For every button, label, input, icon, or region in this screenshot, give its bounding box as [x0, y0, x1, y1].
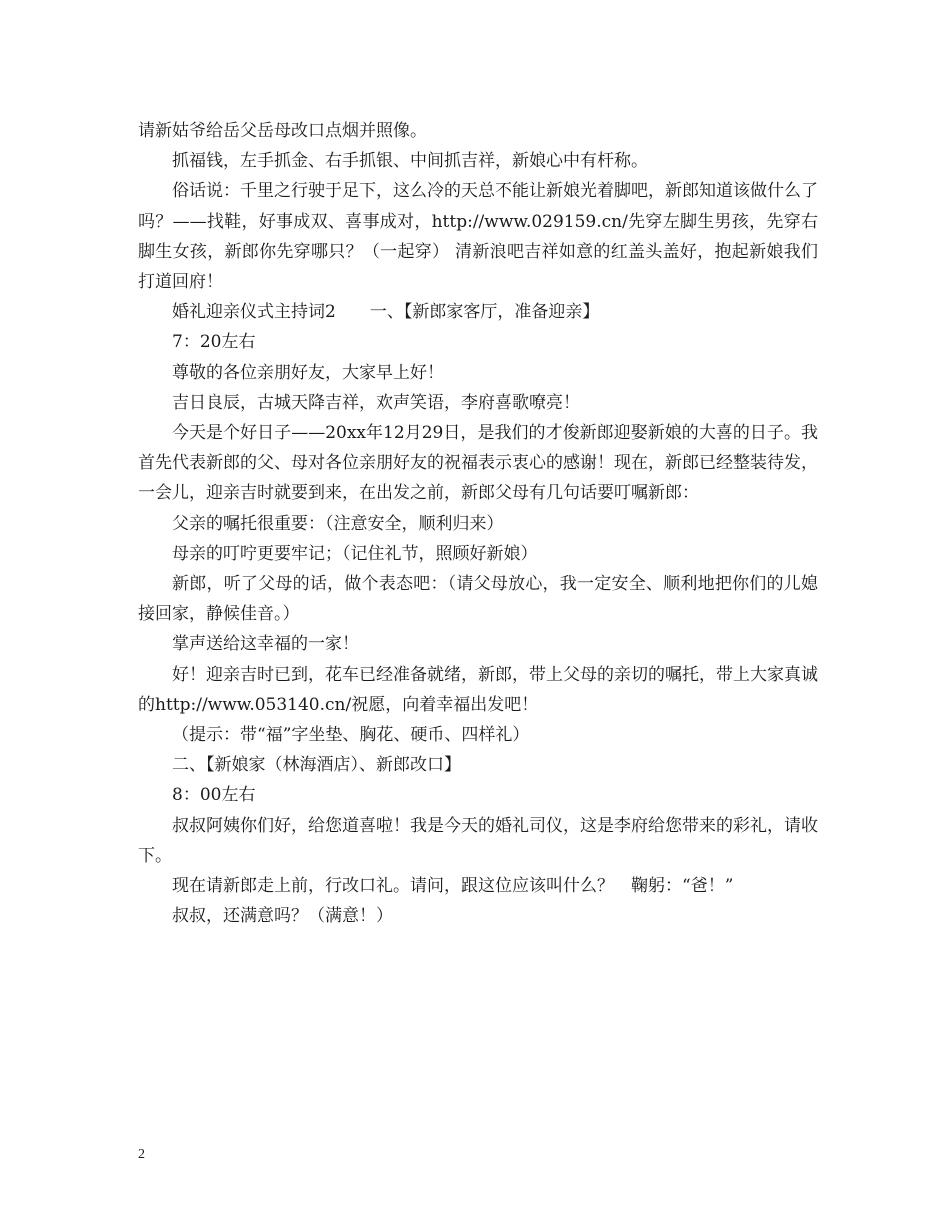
paragraph: 母亲的叮咛更要牢记；（记住礼节，照顾好新娘） [172, 543, 538, 564]
paragraph: 叔叔，还满意吗？（满意！） [172, 906, 393, 927]
time-marker: 7：20左右 [172, 332, 256, 353]
paragraph: 好！迎亲吉时已到，花车已经准备就绪，新郎，带上父母的亲切的嘱托，带上大家真诚的http://www.053140.cn/祝愿，向着幸福出发吧！ [138, 664, 818, 715]
paragraph: 父亲的嘱托很重要：（注意安全，顺利归来） [172, 513, 504, 534]
paragraph: 俗话说：千里之行驶于足下，这么冷的天总不能让新娘光着脚吧，新郎知道该做什么了吗？——找鞋，好事成双、喜事成对，http://www.029159.cn/先穿左脚生男孩，先穿右脚生女孩，新郎你先穿哪只？（一起穿） 清新浪吧吉祥如意的红盖头盖好，抱起新娘我们打道回府！ [138, 181, 818, 293]
paragraph: 今天是个好日子——20xx年12月29日，是我们的才俊新郎迎娶新娘的大喜的日子。我首先代表新郎的父、母对各位亲朋好友的祝福表示衷心的感谢！现在，新郎已经整装待发，一会儿，迎亲吉时就要到来，在出发之前，新郎父母有几句话要叮嘱新郎： [138, 423, 818, 504]
paragraph: 新郎，听了父母的话，做个表态吧：（请父母放心，我一定安全、顺利地把你们的儿媳接回家，静候佳音。） [138, 574, 818, 625]
paragraph: 抓福钱，左手抓金、右手抓银、中间抓吉祥，新娘心中有杆称。 [172, 151, 648, 172]
time-marker: 8：00左右 [172, 785, 256, 806]
paragraph: 吉日良辰，古城天降吉祥，欢声笑语，李府喜歌嘹亮！ [172, 392, 580, 413]
paragraph: 叔叔阿姨你们好，给您道喜啦！我是今天的婚礼司仪，这是李府给您带来的彩礼，请收下。 [138, 815, 818, 866]
page-number: 2 [138, 1147, 145, 1162]
paragraph: 现在请新郎走上前，行改口礼。请问，跟这位应该叫什么？ 鞠躬：“爸！” [172, 876, 734, 897]
paragraph: 尊敬的各位亲朋好友，大家早上好！ [172, 362, 444, 383]
document-body [138, 116, 818, 931]
paragraph: 请新姑爷给岳父岳母改口点烟并照像。 [138, 121, 427, 141]
paragraph: 掌声送给这幸福的一家！ [172, 634, 359, 655]
section-heading: 婚礼迎亲仪式主持词2 一、【新郎家客厅，准备迎亲】 [172, 302, 600, 323]
section-heading: 二、【新娘家（林海酒店）、新郎改口】 [172, 755, 461, 776]
note: （提示：带“福”字坐垫、胸花、硬币、四样礼） [172, 725, 530, 746]
